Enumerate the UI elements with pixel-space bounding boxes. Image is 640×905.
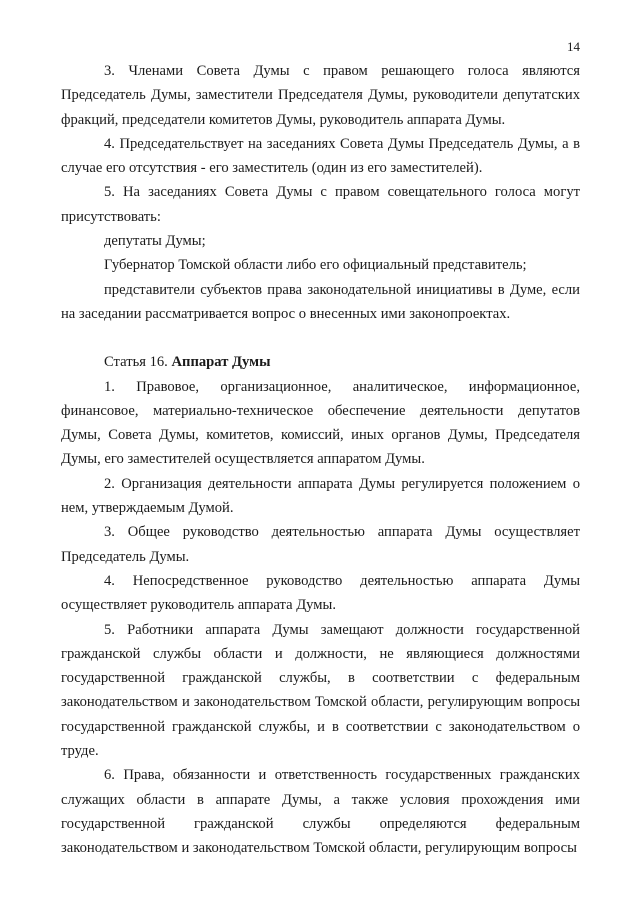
article-heading [61, 350, 580, 374]
paragraph: 3. Общее руководство деятельностью аппарата Думы осуществляет Председатель Думы. [61, 524, 580, 565]
page-number: 14 [567, 39, 580, 54]
article-number: Статья 16. [104, 354, 168, 371]
paragraph: 1. Правовое, организационное, аналитическое, информационное, финансовое, материально-техническое обеспечение деятельности депутатов Думы, Совета Думы, комитетов, комиссий, иных органов Думы, Председателя Думы, его заместителей осуществляется аппаратом Думы. [61, 378, 580, 468]
paragraph: 4. Председательствует на заседаниях Совета Думы Председатель Думы, а в случае его отсутствия - его заместитель (один из его заместителей). [61, 135, 580, 177]
list-item: представители субъектов права законодательной инициативы в Думе, если на заседании рассматривается вопрос о внесенных ими законопроектах. [61, 281, 580, 322]
paragraph: 4. Непосредственное руководство деятельностью аппарата Думы осуществляет руководитель аппарата Думы. [61, 572, 580, 614]
paragraph: 5. Работники аппарата Думы замещают должности государственной гражданской службы области и должности, не являющиеся должностями государственной гражданской службы, в соответствии с федеральным законодательством и законодательством Томской области, регулирующим вопросы государственной гражданской службы, и в соответствии с законодательством о труде. [61, 621, 580, 760]
section-spacer [61, 326, 580, 350]
paragraph: 3. Членами Совета Думы с правом решающего голоса являются Председатель Думы, заместители Председателя Думы, руководители депутатских фракций, председатели комитетов Думы, руководитель аппарата Думы. [61, 63, 580, 128]
list-item: депутаты Думы; [104, 233, 206, 250]
paragraph: 5. На заседаниях Совета Думы с правом совещательного голоса могут присутствовать: [61, 184, 580, 225]
list-item: Губернатор Томской области либо его официальный представитель; [104, 257, 527, 274]
article-title: Аппарат Думы [171, 354, 271, 371]
paragraph: 2. Организация деятельности аппарата Думы регулируется положением о нем, утверждаемым Думой. [61, 475, 580, 517]
paragraph: 6. Права, обязанности и ответственность государственных гражданских служащих области в аппарате Думы, а также условия прохождения ими государственной гражданской службы определяются федеральным законодательством и законодательством Томской области, регулирующим вопросы [61, 767, 580, 857]
document-body [61, 59, 580, 861]
